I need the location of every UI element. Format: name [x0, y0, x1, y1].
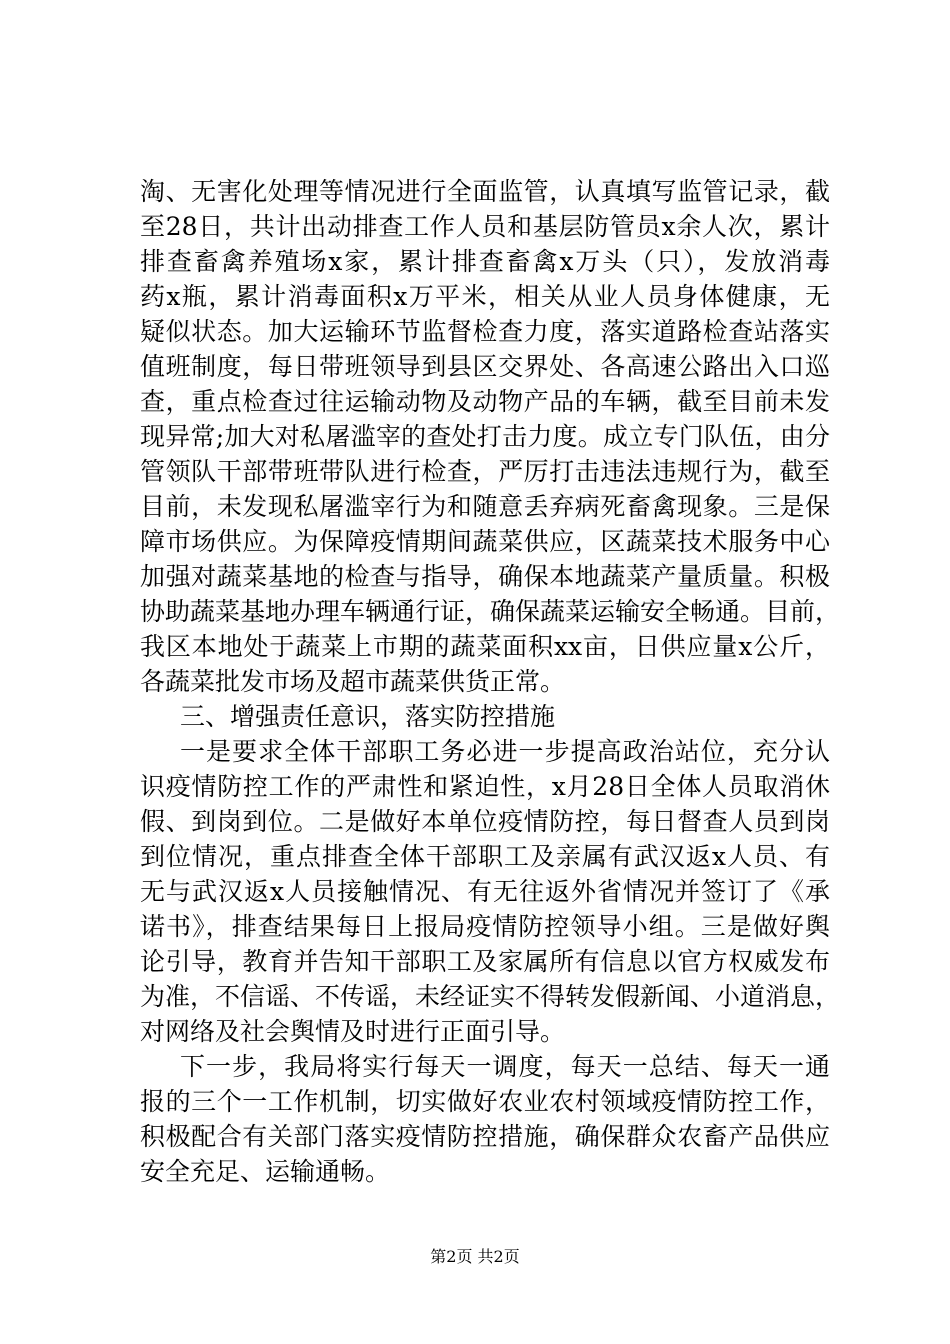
text-line: 我区本地处于蔬菜上市期的蔬菜面积xx亩，日供应量x公斤， [140, 632, 830, 661]
text-line: 下一步，我局将实行每天一调度，每天一总结、每天一通 [180, 1052, 830, 1081]
section-heading [140, 699, 830, 734]
paragraph-4 [140, 1049, 830, 1189]
text-line: 一是要求全体干部职工务必进一步提高政治站位，充分认 [180, 737, 830, 766]
text-line: 诺书》，排查结果每日上报局疫情防控领导小组。三是做好舆 [140, 912, 830, 941]
text-line: 药x瓶，累计消毒面积x万平米，相关从业人员身体健康，无 [140, 282, 830, 311]
text-line: 假、到岗到位。二是做好本单位疫情防控，每日督查人员到岗 [140, 807, 830, 836]
text-line: 协助蔬菜基地办理车辆通行证，确保蔬菜运输安全畅通。目前， [140, 597, 841, 626]
heading-line: 三、增强责任意识，落实防控措施 [180, 702, 556, 731]
text-line: 查，重点检查过往运输动物及动物产品的车辆，截至目前未发 [140, 387, 830, 416]
text-line: 论引导，教育并告知干部职工及家属所有信息以官方权威发布 [140, 947, 830, 976]
text-line: 为准，不信谣、不传谣，未经证实不得转发假新闻、小道消息， [140, 982, 841, 1011]
page-number-label: 第2页 共2页 [430, 1247, 520, 1266]
text-line: 对网络及社会舆情及时进行正面引导。 [140, 1017, 566, 1046]
text-line: 积极配合有关部门落实疫情防控措施，确保群众农畜产品供应 [140, 1122, 830, 1151]
page-footer [0, 1244, 950, 1267]
text-line: 目前，未发现私屠滥宰行为和随意丢弃病死畜禽现象。三是保 [140, 492, 830, 521]
text-line: 各蔬菜批发市场及超市蔬菜供货正常。 [140, 667, 566, 696]
text-line: 管领队干部带班带队进行检查，严厉打击违法违规行为，截至 [140, 457, 830, 486]
paragraph-1 [140, 174, 841, 699]
text-line: 识疫情防控工作的严肃性和紧迫性，x月28日全体人员取消休 [140, 772, 830, 801]
text-line: 无与武汉返x人员接触情况、有无往返外省情况并签订了《承 [140, 877, 830, 906]
text-line: 到位情况，重点排查全体干部职工及亲属有武汉返x人员、有 [140, 842, 830, 871]
text-line: 安全充足、运输通畅。 [140, 1157, 391, 1186]
document-body [140, 174, 841, 1189]
text-line: 值班制度，每日带班领导到县区交界处、各高速公路出入口巡 [140, 352, 830, 381]
text-line: 现异常;加大对私屠滥宰的查处打击力度。成立专门队伍，由分 [140, 422, 830, 451]
text-line: 淘、无害化处理等情况进行全面监管，认真填写监管记录，截 [140, 177, 830, 206]
text-line: 报的三个一工作机制，切实做好农业农村领域疫情防控工作， [140, 1087, 830, 1116]
text-line: 疑似状态。加大运输环节监督检查力度，落实道路检查站落实 [140, 317, 830, 346]
text-line: 排查畜禽养殖场x家，累计排查畜禽x万头（只），发放消毒 [140, 247, 830, 276]
text-line: 至28日，共计出动排查工作人员和基层防管员x余人次，累计 [140, 212, 830, 241]
paragraph-3 [140, 734, 841, 1049]
text-line: 障市场供应。为保障疫情期间蔬菜供应，区蔬菜技术服务中心 [140, 527, 830, 556]
text-line: 加强对蔬菜基地的检查与指导，确保本地蔬菜产量质量。积极 [140, 562, 830, 591]
